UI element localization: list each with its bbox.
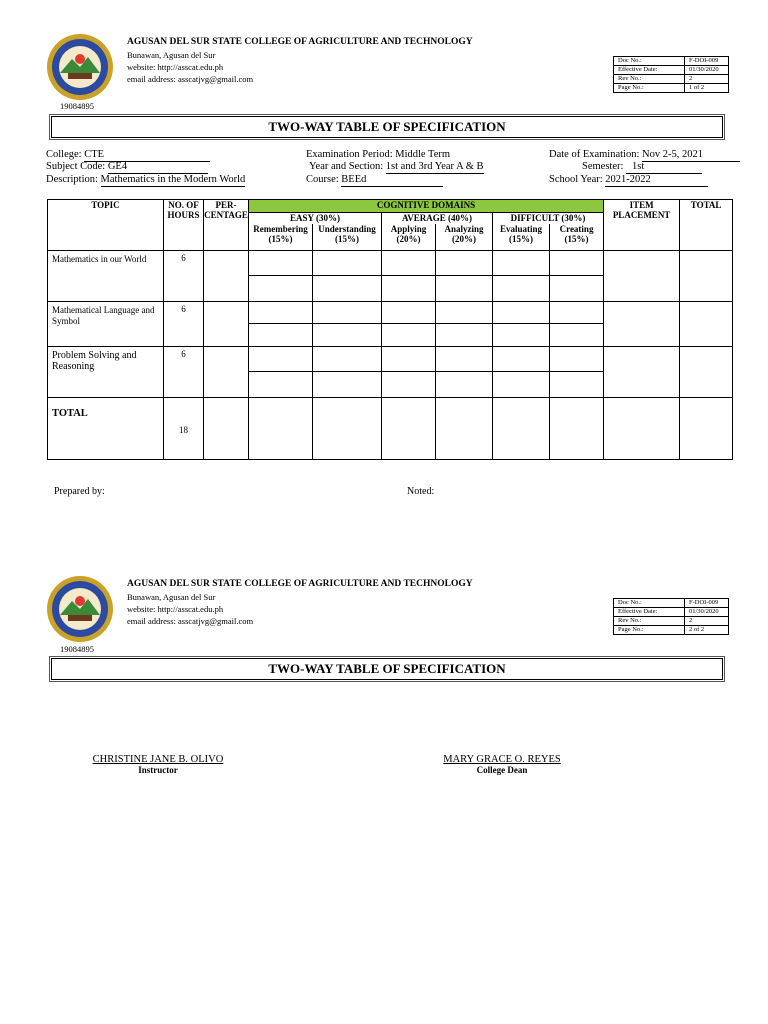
blank-cell: [249, 372, 313, 398]
blank-cell: [249, 324, 313, 347]
blank-cell: [604, 398, 680, 460]
blank-cell: [382, 302, 436, 324]
doc-no-value: F-DOI-009: [685, 599, 729, 608]
level-pct: (15%): [564, 233, 589, 244]
noted-label: Noted:: [407, 486, 435, 497]
blank-cell: [204, 398, 249, 460]
effective-date-value: 01/30/2020: [685, 608, 729, 617]
blank-cell: [249, 302, 313, 324]
page-no-value: 2 of 2: [685, 626, 729, 635]
blank-cell: [493, 324, 550, 347]
institution-website[interactable]: website: http://asscat.edu.ph: [127, 604, 224, 614]
level-name: Remembering: [253, 223, 308, 234]
signatory-instructor: [68, 754, 248, 775]
course-value: BEEd: [341, 174, 443, 187]
blank-cell: [249, 398, 313, 460]
school-year-label: School Year:: [549, 174, 603, 185]
year-section-value: 1st and 3rd Year A & B: [385, 161, 484, 172]
blank-cell: [550, 398, 604, 460]
course-label: Course:: [306, 174, 339, 185]
blank-cell: [313, 251, 382, 276]
year-section-field: [309, 161, 484, 174]
blank-cell: [436, 398, 493, 460]
item-placement-cell: [604, 251, 680, 302]
blank-cell: [249, 276, 313, 302]
blank-cell: [493, 276, 550, 302]
document-control-box: [613, 598, 729, 635]
topic-cell: Mathematics in our World: [48, 251, 164, 302]
school-year-value: 2021-2022: [605, 174, 708, 187]
signatory-role: Instructor: [138, 765, 178, 775]
level-name: Evaluating: [499, 223, 542, 234]
level-pct: (15%): [335, 233, 359, 244]
description-value: Mathematics in the Modern World: [100, 174, 246, 185]
group-difficult: DIFFICULT (30%): [493, 213, 604, 224]
group-easy: EASY (30%): [249, 213, 382, 224]
level-remembering: [249, 224, 313, 251]
blank-cell: [436, 372, 493, 398]
blank-cell: [680, 398, 733, 460]
blank-cell: [382, 372, 436, 398]
signatory-dean: [412, 754, 592, 775]
blank-cell: [493, 372, 550, 398]
blank-cell: [550, 276, 604, 302]
total-label: TOTAL: [48, 398, 164, 460]
blank-cell: [436, 324, 493, 347]
blank-cell: [382, 251, 436, 276]
effective-date-value: 01/30/2020: [685, 66, 729, 75]
period-label: Examination Period:: [306, 149, 393, 160]
blank-cell: [550, 302, 604, 324]
percentage-cell: [204, 347, 249, 398]
blank-cell: [436, 302, 493, 324]
college-seal-logo: [46, 33, 114, 101]
signatory-name: CHRISTINE JANE B. OLIVO: [92, 754, 224, 765]
header-cognitive-domains: COGNITIVE DOMAINS: [249, 200, 604, 213]
institution-email[interactable]: email address: asscatjvg@gmail.com: [127, 616, 254, 626]
hours-cell: 6: [164, 251, 204, 302]
group-average: AVERAGE (40%): [382, 213, 493, 224]
institution-name: AGUSAN DEL SUR STATE COLLEGE OF AGRICULTURE AND TECHNOLOGY: [127, 37, 473, 47]
blank-cell: [249, 251, 313, 276]
institution-name: AGUSAN DEL SUR STATE COLLEGE OF AGRICULTURE AND TECHNOLOGY: [127, 579, 473, 589]
total-cell: [680, 302, 733, 347]
subject-label: Subject Code:: [46, 161, 106, 172]
blank-cell: [313, 276, 382, 302]
effective-date-label: Effective Date:: [614, 608, 685, 617]
doc-no-value: F-DOI-009: [685, 57, 729, 66]
blank-cell: [313, 398, 382, 460]
blank-cell: [436, 276, 493, 302]
total-cell: [680, 251, 733, 302]
semester-label: Semester:: [582, 161, 624, 172]
description-field: [46, 174, 245, 187]
blank-cell: [550, 251, 604, 276]
topic-cell: Problem Solving and Reasoning: [48, 347, 164, 398]
signatory-name: MARY GRACE O. REYES: [443, 754, 561, 765]
blank-cell: [436, 251, 493, 276]
document-title: TWO-WAY TABLE OF SPECIFICATION: [51, 658, 723, 680]
rev-no-label: Rev No.:: [614, 617, 685, 626]
period-field: [306, 149, 450, 161]
document-title: TWO-WAY TABLE OF SPECIFICATION: [51, 116, 723, 138]
exam-date-value: Nov 2-5, 2021: [642, 149, 740, 162]
level-name: Analyzing: [444, 223, 484, 234]
course-field: [306, 174, 443, 187]
level-pct: (20%): [452, 233, 476, 244]
total-cell: [680, 347, 733, 398]
page-no-value: 1 of 2: [685, 84, 729, 93]
document-control-box: [613, 56, 729, 93]
blank-cell: [493, 302, 550, 324]
level-name: Understanding: [318, 223, 376, 234]
blank-cell: [493, 251, 550, 276]
blank-cell: [493, 347, 550, 372]
topic-cell: Mathematical Language and Symbol: [48, 302, 164, 347]
level-pct: (20%): [396, 233, 421, 244]
header-hours: NO. OF HOURS: [164, 200, 204, 251]
table-row: [48, 347, 733, 372]
institution-address: Bunawan, Agusan del Sur: [127, 50, 216, 60]
blank-cell: [313, 302, 382, 324]
blank-cell: [313, 324, 382, 347]
blank-cell: [382, 276, 436, 302]
level-pct: (15%): [268, 233, 293, 244]
id-number: 19084895: [60, 644, 94, 654]
level-analyzing: [436, 224, 493, 251]
doc-no-label: Doc No.:: [614, 599, 685, 608]
item-placement-cell: [604, 302, 680, 347]
semester-value: 1st: [626, 161, 702, 174]
effective-date-label: Effective Date:: [614, 66, 685, 75]
institution-email[interactable]: email address: asscatjvg@gmail.com: [127, 74, 254, 84]
header-total: TOTAL: [680, 200, 733, 251]
year-section-label: Year and Section:: [309, 161, 384, 172]
specification-table: [47, 199, 733, 460]
period-value: Middle Term: [395, 149, 451, 160]
rev-no-value: 2: [685, 617, 729, 626]
percentage-cell: [204, 302, 249, 347]
percentage-cell: [204, 251, 249, 302]
table-row: [48, 302, 733, 324]
college-seal-logo: [46, 575, 114, 643]
blank-cell: [382, 347, 436, 372]
blank-cell: [313, 347, 382, 372]
page-no-label: Page No.:: [614, 626, 685, 635]
signatory-role: College Dean: [476, 765, 528, 775]
header-percentage: PER-CENTAGE: [204, 200, 249, 251]
level-evaluating: [493, 224, 550, 251]
total-hours: 18: [164, 398, 204, 460]
description-label: Description:: [46, 174, 98, 185]
blank-cell: [382, 324, 436, 347]
header-topic: TOPIC: [48, 200, 164, 251]
subject-value: GE4: [108, 161, 208, 174]
blank-cell: [493, 398, 550, 460]
exam-date-label: Date of Examination:: [549, 149, 640, 160]
total-row: [48, 398, 733, 460]
blank-cell: [249, 347, 313, 372]
level-name: Applying: [390, 223, 427, 234]
level-applying: [382, 224, 436, 251]
institution-address: Bunawan, Agusan del Sur: [127, 592, 216, 602]
hours-cell: 6: [164, 302, 204, 347]
header-item-placement: ITEM PLACEMENT: [604, 200, 680, 251]
blank-cell: [382, 398, 436, 460]
blank-cell: [550, 347, 604, 372]
institution-website[interactable]: website: http://asscat.edu.ph: [127, 62, 224, 72]
level-name: Creating: [559, 223, 594, 234]
hours-cell: 6: [164, 347, 204, 398]
id-number: 19084895: [60, 101, 94, 111]
table-row: [48, 251, 733, 276]
blank-cell: [550, 372, 604, 398]
blank-cell: [436, 347, 493, 372]
level-understanding: [313, 224, 382, 251]
blank-cell: [550, 324, 604, 347]
semester-field: [582, 161, 702, 174]
level-pct: (15%): [509, 233, 533, 244]
subject-field: [46, 161, 208, 174]
college-value: CTE: [84, 149, 210, 162]
rev-no-label: Rev No.:: [614, 75, 685, 84]
page-no-label: Page No.:: [614, 84, 685, 93]
college-label: College:: [46, 149, 82, 160]
doc-no-label: Doc No.:: [614, 57, 685, 66]
prepared-by-label: Prepared by:: [54, 486, 105, 497]
blank-cell: [313, 372, 382, 398]
rev-no-value: 2: [685, 75, 729, 84]
level-creating: [550, 224, 604, 251]
item-placement-cell: [604, 347, 680, 398]
school-year-field: [549, 174, 708, 187]
